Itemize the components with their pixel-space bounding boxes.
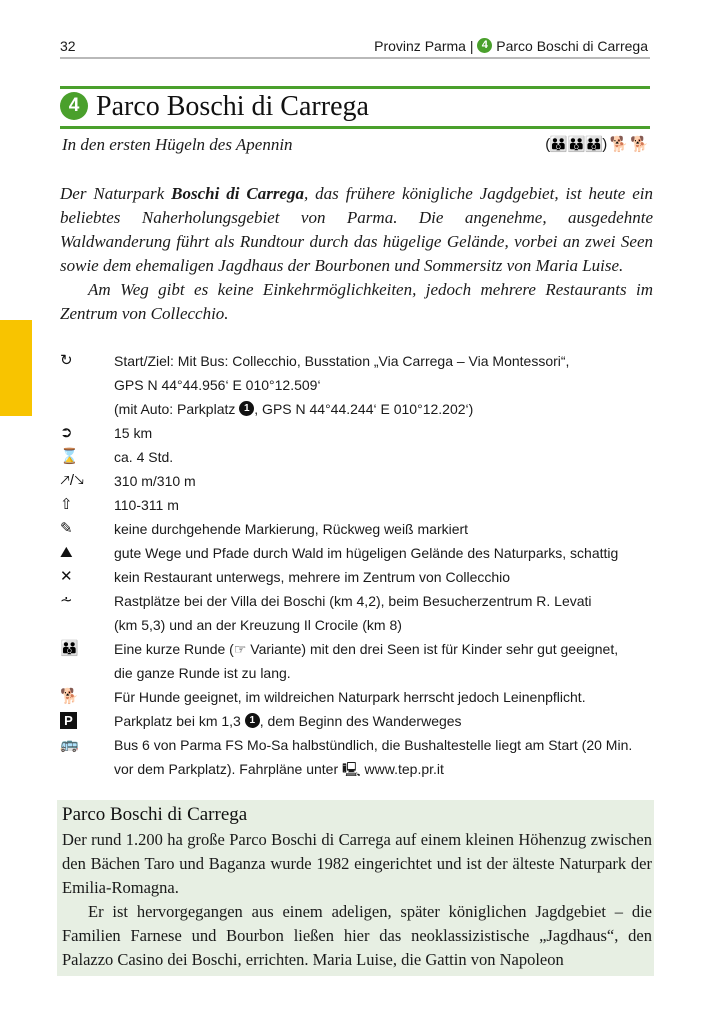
box-paragraph-1: Der rund 1.200 ha große Parco Boschi di Carrega auf einem kleinen Höhenzug zwischen den Bächen Taro und Baganza wurde 1982 eingerichtet und ist der älteste Naturpark der Emilia-Romagna.	[62, 830, 652, 897]
bus-icon: 🚌	[60, 736, 79, 753]
info-line-part: , GPS N 44°44.244‘ E 010°12.202‘)	[254, 401, 474, 417]
info-line-part: (mit Auto: Parkplatz	[114, 401, 240, 417]
info-rest	[60, 589, 655, 637]
info-distance	[60, 421, 655, 445]
info-parking	[60, 709, 655, 733]
title-rule-bottom	[60, 126, 650, 129]
chapter-tab	[0, 320, 32, 416]
header-rule	[60, 57, 650, 59]
box-title: Parco Boschi di Carrega	[62, 804, 248, 825]
picnic-table-icon: ⩪	[60, 592, 73, 609]
box-body	[62, 828, 652, 972]
parking-label: P	[60, 712, 77, 729]
park-name-bold: Boschi di Carrega	[171, 184, 304, 203]
route-info-list	[60, 349, 655, 781]
info-kids-text	[114, 637, 655, 685]
info-altitude-text: 110-311 m	[114, 497, 179, 513]
intro-text	[60, 182, 653, 326]
up-down-icon: 🡕/🡖	[60, 472, 85, 489]
dog-icon: 🐕	[60, 688, 79, 705]
route-arrow-icon: ➲	[60, 424, 73, 441]
intro-text-part: Der Naturpark	[60, 184, 172, 203]
info-dogs	[60, 685, 655, 709]
info-terrain-text: gute Wege und Pfade durch Wald im hügeligen Gelände des Naturparks, schattig	[114, 545, 619, 561]
hourglass-icon: ⌛	[60, 448, 79, 465]
suitability-icons: (👪👪👪) 🐕 🐕	[545, 136, 648, 153]
running-title	[374, 38, 648, 54]
title-rule-top	[60, 86, 650, 89]
info-marking	[60, 517, 655, 541]
info-start	[60, 349, 655, 421]
info-elevation	[60, 469, 655, 493]
info-marking-text: keine durchgehende Markierung, Rückweg weiß markiert	[114, 521, 469, 537]
intro-text-part: , das frühere königliche Jagdgebiet, ist heute ein beliebtes Naherholungsgebiet von Parma. Die angenehme, ausgedehnte Waldwanderung führt als Rundtour durch das hügelige Gelände, vorbei an zwei Seen sowie dem ehemaligen Jagdhaus der Bourbonen und Sommersitz von Maria Luise.	[60, 184, 653, 275]
page-number: 32	[60, 38, 76, 54]
info-altitude	[60, 493, 655, 517]
waypoint-1-badge: 1	[245, 713, 260, 728]
info-dogs-text: Für Hunde geeignet, im wildreichen Naturpark herrscht jedoch Leinenpflicht.	[114, 689, 586, 705]
info-food	[60, 565, 655, 589]
info-line: vor dem Parkplatz). Fahrpläne unter 🖳 www.tep.pr.it	[114, 761, 444, 777]
info-start-text	[114, 349, 655, 421]
info-distance-text: 15 km	[114, 425, 153, 441]
info-terrain	[60, 541, 655, 565]
page-title	[60, 90, 369, 124]
info-line: GPS N 44°44.956‘ E 010°12.509‘	[114, 377, 321, 393]
route-number-badge: 4	[477, 38, 492, 53]
title-text: Parco Boschi di Carrega	[96, 91, 369, 122]
info-line: (km 5,3) und an der Kreuzung Il Crocile (km 8)	[114, 617, 402, 633]
hiker-icon: ⛰	[60, 544, 73, 561]
route-name: Parco Boschi di Carrega	[496, 38, 648, 54]
region-label: Provinz Parma |	[374, 38, 474, 54]
info-line: Eine kurze Runde (☞ Variante) mit den drei Seen ist für Kinder sehr gut geeignet,	[114, 641, 619, 657]
parking-icon	[60, 709, 114, 733]
info-line: die ganze Runde ist zu lang.	[114, 665, 291, 681]
info-food-text: kein Restaurant unterwegs, mehrere im Zentrum von Collecchio	[114, 569, 511, 585]
info-bus-text	[114, 733, 655, 781]
info-line-part: , dem Beginn des Wanderweges	[259, 713, 462, 729]
info-line: Rastplätze bei der Villa dei Boschi (km 4,2), beim Besucherzentrum R. Levati	[114, 593, 592, 609]
info-line-part: Parkplatz bei km 1,3	[114, 713, 245, 729]
info-bus	[60, 733, 655, 781]
subtitle: In den ersten Hügeln des Apennin	[62, 135, 293, 154]
info-line	[114, 397, 655, 421]
info-time	[60, 445, 655, 469]
info-line: Start/Ziel: Mit Bus: Collecchio, Busstation „Via Carrega – Via Montessori“,	[114, 353, 570, 369]
loop-icon: ↻	[60, 352, 73, 369]
title-number-badge: 4	[60, 92, 88, 120]
pencil-icon: ✎	[60, 520, 73, 537]
box-paragraph-2: Er ist hervorgegangen aus einem adeligen, später königlichen Jagdgebiet – die Familien Farnese und Bourbon ließen hier das neoklassizistische „Jagdhaus“, den Palazzo Casino dei Boschi, errichten. Maria Luise, die Gattin von Napoleon	[62, 902, 652, 969]
info-rest-text	[114, 589, 655, 637]
running-header	[60, 30, 650, 58]
intro-paragraph-2: Am Weg gibt es keine Einkehrmöglichkeiten, jedoch mehrere Restaurants im Zentrum von Collecchio.	[60, 280, 653, 323]
altitude-icon: ⇧	[60, 496, 73, 513]
family-icon: 👪	[60, 640, 79, 657]
info-time-text: ca. 4 Std.	[114, 449, 174, 465]
info-line: Bus 6 von Parma FS Mo-Sa halbstündlich, die Bushaltestelle liegt am Start (20 Min.	[114, 737, 633, 753]
info-kids	[60, 637, 655, 685]
info-parking-text	[114, 709, 655, 733]
intro-paragraph-1	[60, 182, 653, 278]
info-elevation-text: 310 m/310 m	[114, 473, 196, 489]
waypoint-1-badge: 1	[239, 401, 254, 416]
cutlery-icon: ✕	[60, 568, 73, 585]
